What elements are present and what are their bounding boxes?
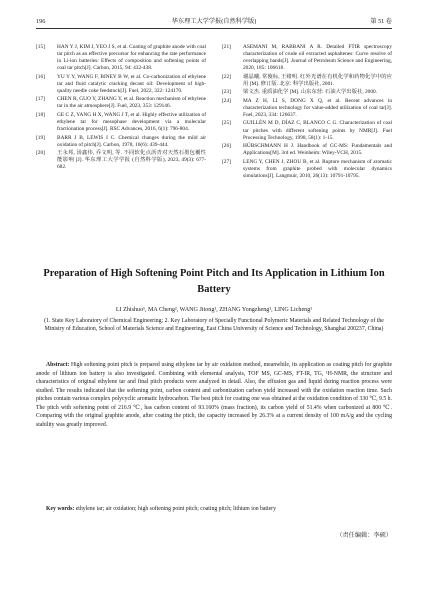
reference-item bbox=[222, 120, 392, 141]
reference-number: [26] bbox=[222, 143, 231, 150]
reference-text: GUILLÉN M D, DÍAZ C, BLANCO C G. Characterization of coal tar pitches with different softening points by NMR[J]. Fuel Processing Technology, 1998, 58(1): 1-15. bbox=[243, 120, 392, 141]
reference-number: [18] bbox=[36, 111, 45, 118]
reference-number: [22] bbox=[222, 73, 231, 80]
page-number: 196 bbox=[36, 18, 46, 25]
keywords-label: Key words: bbox=[46, 506, 75, 512]
reference-item bbox=[222, 74, 392, 88]
reference-number: [19] bbox=[36, 134, 45, 141]
reference-item bbox=[36, 150, 206, 171]
reference-item bbox=[222, 89, 392, 96]
english-authors: LI Zhishuo¹, MA Cheng², WANG Jitong¹, ZHANG Yongzheng¹, LING Licheng¹ bbox=[115, 307, 313, 313]
english-keywords bbox=[36, 505, 392, 514]
reference-item bbox=[36, 135, 206, 149]
reference-text: HÜBSCHMANN H J. Handbook of GC-MS: Fundamentals and Applications[M]. 3rd ed. Weinheim: Wiley-VCH, 2015. bbox=[243, 143, 392, 157]
page-header bbox=[36, 16, 392, 29]
reference-item bbox=[36, 74, 206, 95]
reference-item bbox=[222, 143, 392, 157]
reference-text: HAN Y J, KIM J, YEO J S, et al. Coating of graphite anode with coal tar pitch as an effective precursor for enhancing the rate performance in Li-ion batteries: Effects of composition and softening points of coal tar pitch[J]. Carbon, 2015, 94: 432-438. bbox=[57, 44, 206, 72]
reference-text: LENG Y, CHEN J, ZHOU B, et al. Rupture mechanism of aromatic systems from graphite probed with molecular dynamics simulations[J]. Langmuir, 2010, 26(13): 10791-10795. bbox=[243, 158, 392, 179]
reference-item bbox=[36, 96, 206, 110]
reference-number: [16] bbox=[36, 73, 45, 80]
volume-label: 第 51 卷 bbox=[370, 18, 392, 25]
reference-text: ASEMANI M, RABBANI A R. Detailed FTIR spectroscopy characterization of crude oil extracted asphaltenes: Curve resolve of overlapping bands[J]. Journal of Petroleum Science and Engineering, 2020, 185: 106618. bbox=[243, 44, 392, 72]
reference-text: GE C Z, YANG H X, WANG J T, et al. Highly effective utilization of ethylene tar for mesophase development via a molecular fractionation process[J]. RSC Advances, 2016, 6(1): 796-804. bbox=[57, 111, 206, 133]
reference-number: [24] bbox=[222, 97, 231, 104]
reference-number: [20] bbox=[36, 150, 45, 157]
reference-item bbox=[222, 159, 392, 180]
keywords-text: ethylene tar; air oxidation; high softening point pitch; coating pitch; lithium ion battery bbox=[75, 506, 276, 512]
reference-number: [27] bbox=[222, 158, 231, 165]
reference-number: [17] bbox=[36, 96, 45, 103]
reference-text: YU Y Y, WANG F, BINEY B W, et al. Co-carbonization of ethylene tar and fluid catalytic cracking decant oil: Development of high-quality needle coke feedstock[J]. Fuel, 2022, 322: 124170. bbox=[57, 73, 206, 94]
reference-text: 王永邦, 汤鑫伟, 乔文明, 等. 不同软化点沥青对天然石墨包覆性能影响 [J]. 华东理工大学学报 (自然科学版), 2023, 49(3): 677-682. bbox=[57, 150, 206, 171]
english-affiliation: (1. State Key Laboratory of Chemical Engineering; 2. Key Laboratory of Specially Functional Polymeric Materials and Related Technology of the Ministry of Education, School of Materials Science and Engineering, East China University of Science and Technology, Shanghai 200237, China) bbox=[44, 318, 384, 333]
reference-number: [21] bbox=[222, 44, 231, 50]
reference-item bbox=[222, 44, 392, 72]
reference-number: [23] bbox=[222, 89, 231, 96]
reference-number: [15] bbox=[36, 44, 45, 50]
reference-item bbox=[36, 44, 206, 72]
reference-text: BARR J B, LEWIS I C. Chemical changes during the mild air oxidation of pitch[J]. Carbon, 1978, 16(6): 439-444. bbox=[57, 134, 206, 148]
english-title: Preparation of High Softening Point Pitch and Its Application in Lithium Ion Battery bbox=[43, 268, 385, 295]
reference-item bbox=[36, 112, 206, 133]
abstract-text: High softening point pitch is prepared using ethylene tar by air oxidation method, meanwhile, its application as coating pitch for graphite anode of lithium ion battery is also investigated. Combining with elemental analysis, TOF MS, GC-MS, FT-IR, TG, ¹H-NMR, the structure and characteristics of original ethylene tar and final pitch products were analyzed in detail. Also, the effusion gas and liquid during reaction process were studied. The results indicated that the softening point, carbon content and carbonization carbon yield increased with the oxidation reaction time. Such pitches contain various complex polycyclic aromatic hydrocarbon. The best pitch for coating one was obtained at the oxidation condition of 330 ℃, 9.5 h. The pitch with softening point of 216.9 ℃, has carbon content of 93.160% (mass fraction), its carbon yield of 51.4% when carbonized at 800 ℃. Comparing with the original graphite anode, after coating the pitch, the capacity increased by 26.3% at a current density of 100 mA/g and the cycling stability was greatly improved. bbox=[36, 362, 393, 428]
references-right-column bbox=[222, 44, 392, 181]
abstract-label: Abstract: bbox=[46, 362, 70, 368]
reference-text: CHEN R, GUO Y, ZHANG Y, et al. Reaction mechanism of ethylene tar in the air atmosphere[J]. Fuel, 2023, 353: 129146. bbox=[57, 96, 206, 110]
reference-text: 梁文杰. 重质油化学 [M]. 山东东营: 石油大学出版社, 2000. bbox=[243, 89, 378, 96]
english-abstract bbox=[36, 361, 392, 429]
editor-note: （责任编辑：李硕） bbox=[336, 532, 392, 539]
reference-text: MA Z H, LI S, DONG X Q, et al. Recent advances in characterization technology for value-added utilization of coal tar[J]. Fuel, 2023, 334: 126637. bbox=[243, 97, 392, 118]
references-left-column bbox=[36, 44, 206, 173]
journal-title: 华东理工大学学报(自然科学版) bbox=[171, 18, 257, 25]
reference-text: 谢晶曦, 常俊标, 王绪明. 红外光谱在有机化学和药物化学中的应用 [M]. 修订版. 北京: 科学出版社, 2001. bbox=[243, 73, 392, 87]
reference-number: [25] bbox=[222, 120, 231, 127]
reference-item bbox=[222, 98, 392, 119]
